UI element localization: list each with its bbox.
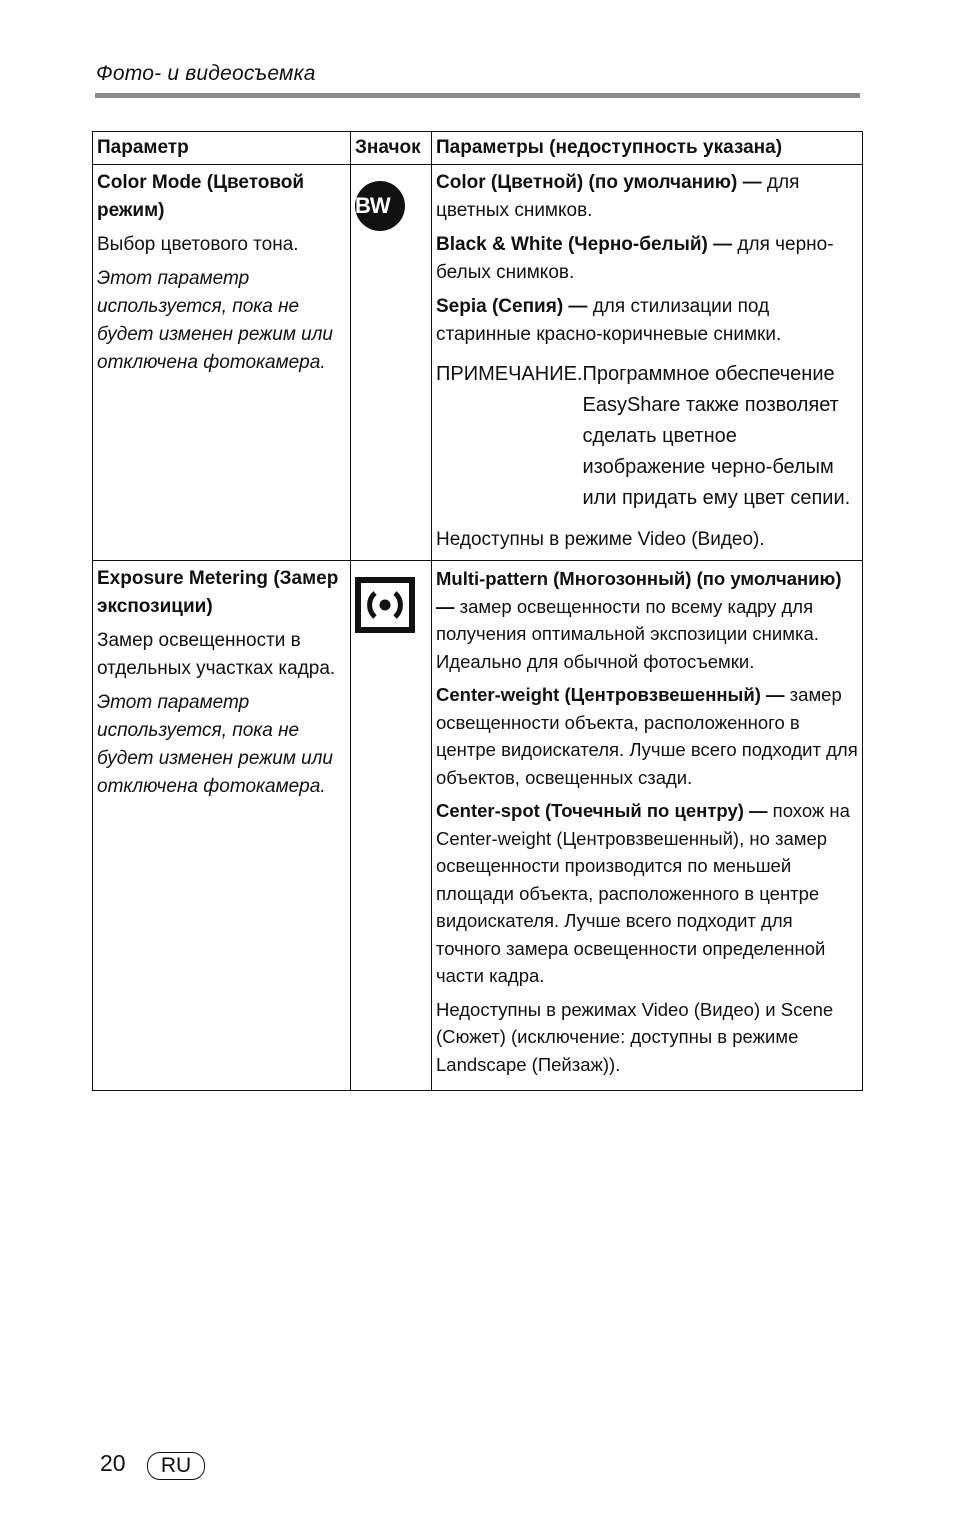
table-row-color-mode bbox=[93, 165, 863, 561]
option-black-white bbox=[436, 231, 858, 287]
remark-text: Программное обеспечение EasyShare также позволяет сделать цветное изображение черно-белым или придать ему цвет сепии. bbox=[582, 363, 851, 509]
option-text: замер освещенности по всему кадру для получения оптимальной экспозиции снимка. Идеально для обычной фотосъемки. bbox=[436, 595, 819, 672]
parameter-cell bbox=[93, 165, 351, 561]
option-label: Black & White (Черно-белый) — bbox=[436, 234, 733, 255]
column-header-options: Параметры (недоступность указана) bbox=[432, 132, 863, 165]
header-divider bbox=[95, 93, 860, 98]
option-center-spot bbox=[436, 797, 858, 990]
page-number: 20 bbox=[100, 1450, 126, 1476]
column-header-parameter: Параметр bbox=[93, 132, 351, 165]
parameters-table bbox=[92, 131, 863, 1091]
icon-cell bbox=[351, 561, 432, 1091]
parameter-name: Color Mode (Цветовой режим) bbox=[97, 172, 305, 221]
option-label: Center-weight (Центровзвешенный) — bbox=[436, 684, 785, 705]
option-multi-pattern bbox=[436, 565, 858, 675]
remark-label: ПРИМЕЧАНИЕ. bbox=[436, 363, 583, 385]
option-label: Sepia (Сепия) — bbox=[436, 296, 588, 317]
parameter-note: Этот параметр используется, пока не будет изменен режим или отключена фотокамера. bbox=[97, 692, 333, 797]
exposure-metering-icon bbox=[355, 577, 415, 642]
remark-block bbox=[436, 359, 858, 514]
unavailable-note: Недоступны в режиме Video (Видео). bbox=[436, 529, 765, 550]
option-label: Multi-pattern (Многозонный) (по умолчанию) — bbox=[436, 568, 842, 617]
option-sepia bbox=[436, 293, 858, 349]
option-text: для черно-белых снимков. bbox=[436, 234, 834, 283]
options-cell bbox=[432, 561, 863, 1091]
page-header-title: Фото- и видеосъемка bbox=[96, 62, 316, 85]
option-text: похож на Center-weight (Центровзвешенный), но замер освещенности производится по меньшей площади объекта, расположенного в центре видоискателя. Лучше всего подходит для точного замера освещенности определенной части кадра. bbox=[436, 800, 850, 986]
table-header-row bbox=[93, 132, 863, 165]
options-cell bbox=[432, 165, 863, 561]
option-label: Color (Цветной) (по умолчанию) — bbox=[436, 172, 762, 193]
option-text: для цветных снимков. bbox=[436, 172, 800, 221]
option-center-weight bbox=[436, 681, 858, 791]
parameter-note: Этот параметр используется, пока не будет изменен режим или отключена фотокамера. bbox=[97, 268, 333, 373]
option-color bbox=[436, 169, 858, 225]
icon-cell bbox=[351, 165, 432, 561]
option-text: для стилизации под старинные красно-коричневые снимки. bbox=[436, 296, 782, 345]
language-badge: RU bbox=[147, 1452, 205, 1480]
table-row-exposure-metering bbox=[93, 561, 863, 1091]
parameter-cell bbox=[93, 561, 351, 1091]
option-label: Center-spot (Точечный по центру) — bbox=[436, 800, 768, 821]
parameter-description: Замер освещенности в отдельных участках кадра. bbox=[97, 630, 336, 679]
parameter-name: Exposure Metering (Замер экспозиции) bbox=[97, 568, 339, 617]
unavailable-note: Недоступны в режимах Video (Видео) и Scene (Сюжет) (исключение: доступны в режиме Landscape (Пейзаж)). bbox=[436, 998, 834, 1075]
option-text: замер освещенности объекта, расположенного в центре видоискателя. Лучше всего подходит для объектов, освещенных сзади. bbox=[436, 684, 858, 788]
column-header-icon: Значок bbox=[351, 132, 432, 165]
parameter-description: Выбор цветового тона. bbox=[97, 234, 299, 255]
bw-color-mode-icon: BW bbox=[355, 181, 405, 231]
